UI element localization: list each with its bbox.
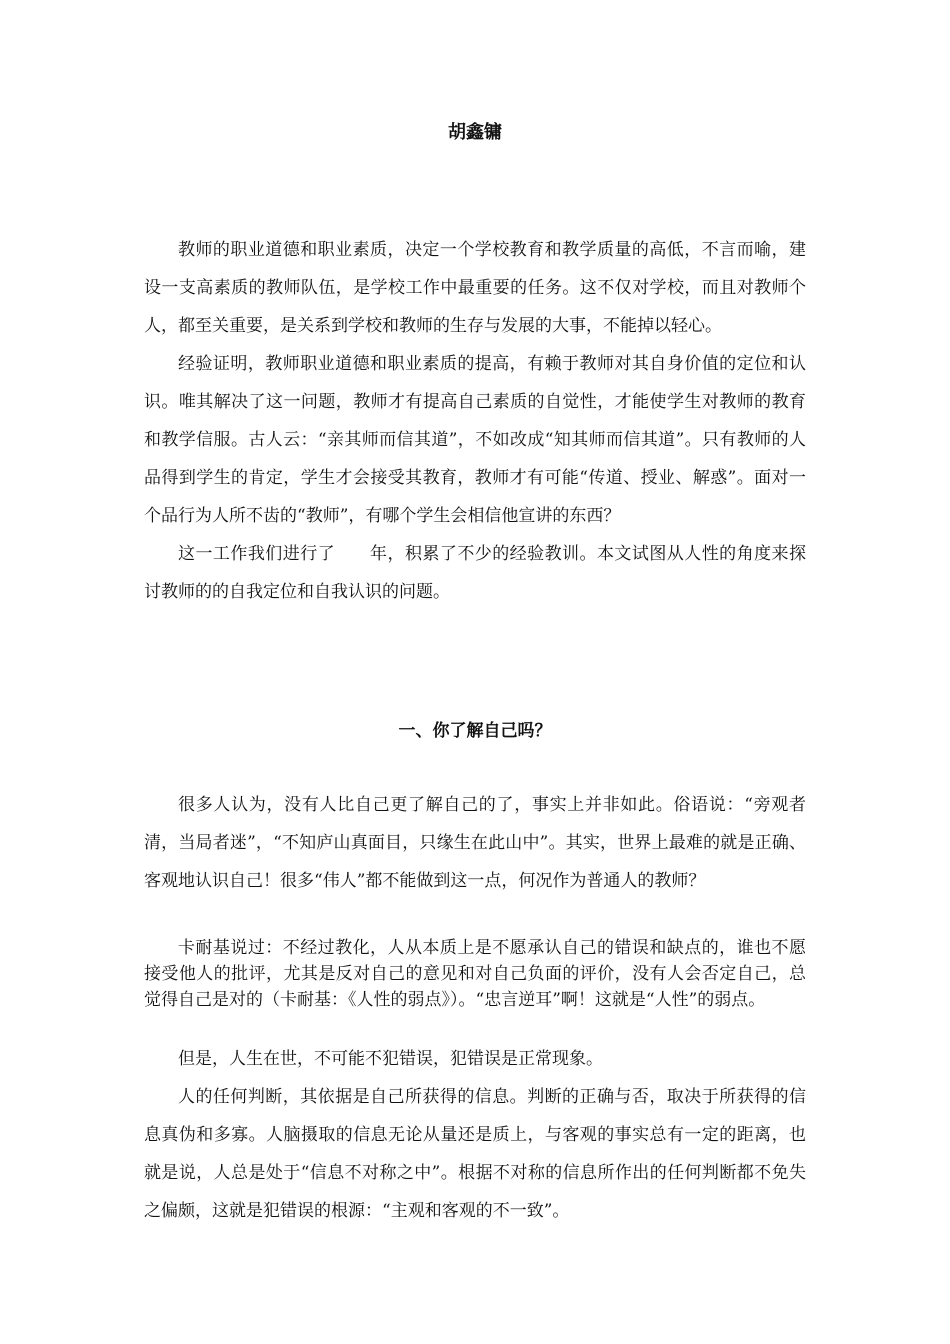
intro-section [144, 231, 806, 611]
section-heading: 一、你了解自己吗？ [398, 721, 552, 741]
author-name: 胡鑫镛 [448, 122, 502, 143]
section-paragraph-1-block [144, 786, 806, 900]
intro-paragraph: 教师的职业道德和职业素质，决定一个学校教育和教学质量的高低，不言而喻，建设一支高素质的教师队伍，是学校工作中最重要的任务。这不仅对学校，而且对教师个人，都至关重要，是关系到学校和教师的生存与发展的大事，不能掉以轻心。 [144, 240, 806, 336]
section-paragraph-2-block [144, 935, 806, 1013]
body-paragraph: 人的任何判断，其依据是自己所获得的信息。判断的正确与否，取决于所获得的信息真伪和多寡。人脑摄取的信息无论从量还是质上，与客观的事实总有一定的距离，也就是说，人总是处于“信息不对称之中”。根据不对称的信息所作出的任何判断都不免失之偏颇，这就是犯错误的根源：“主观和客观的不一致”。 [144, 1087, 806, 1221]
quote-paragraph: 卡耐基说过：不经过教化，人从本质上是不愿承认自己的错误和缺点的，谁也不愿接受他人的批评，尤其是反对自己的意见和对自己负面的评价，没有人会否定自己，总觉得自己是对的（卡耐基：《人性的弱点》）。“忠言逆耳”啊！这就是“人性”的弱点。 [144, 938, 806, 1010]
body-paragraph: 很多人认为，没有人比自己更了解自己的了，事实上并非如此。俗语说：“旁观者清，当局者迷”，“不知庐山真面目，只缘生在此山中”。其实，世界上最难的就是正确、客观地认识自己！很多“伟人”都不能做到这一点，何况作为普通人的教师？ [144, 795, 806, 891]
intro-paragraph: 经验证明，教师职业道德和职业素质的提高，有赖于教师对其自身价值的定位和认识。唯其解决了这一问题，教师才有提高自己素质的自觉性，才能使学生对教师的教育和教学信服。古人云：“亲其师而信其道”，不如改成“知其师而信其道”。只有教师的人品得到学生的肯定，学生才会接受其教育，教师才有可能“传道、授业、解惑”。面对一个品行为人所不齿的“教师”，有哪个学生会相信他宣讲的东西？ [144, 354, 806, 526]
intro-paragraph: 这一工作我们进行了 年，积累了不少的经验教训。本文试图从人性的角度来探讨教师的的自我定位和自我认识的问题。 [144, 544, 806, 602]
body-paragraph: 但是，人生在世，不可能不犯错误，犯错误是正常现象。 [178, 1049, 603, 1069]
section-paragraph-3-block [144, 1040, 806, 1230]
